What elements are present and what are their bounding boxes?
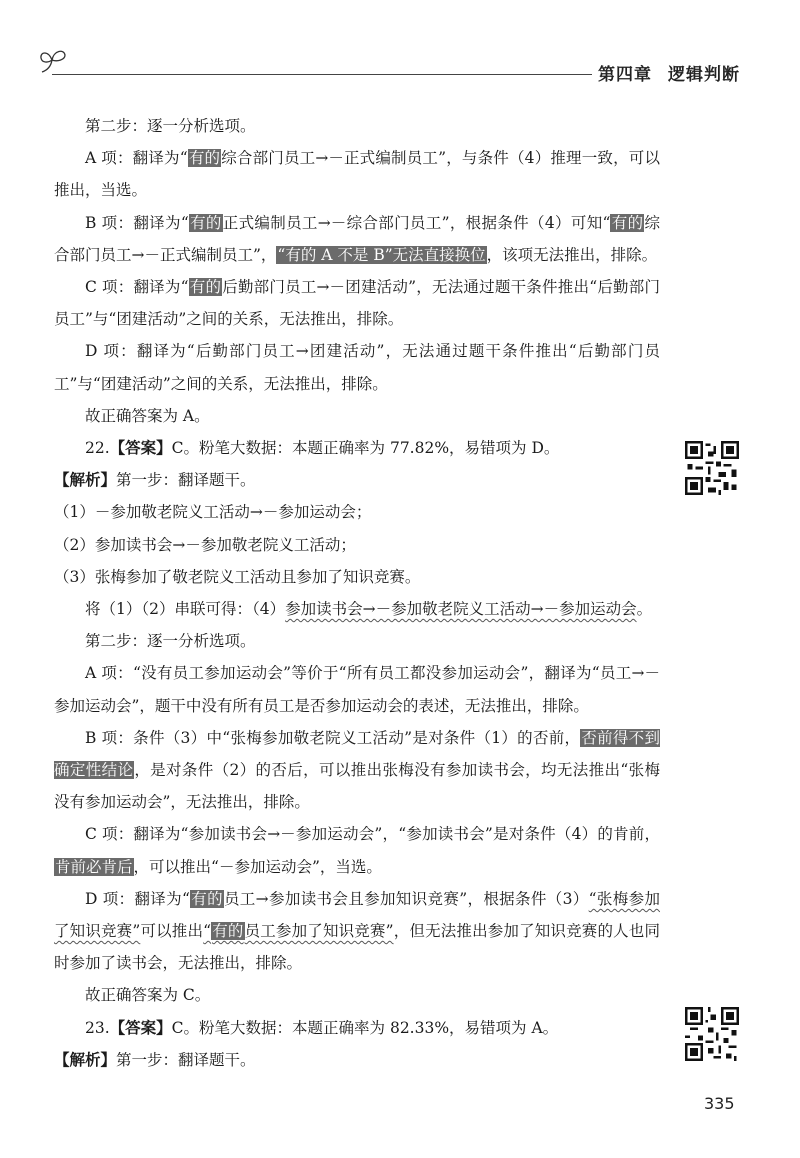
text-run: ，可以推出“－参加运动会”，当选。 xyxy=(133,857,382,876)
text-run: 正式编制员工→－综合部门员工”，根据条件（4）可知“ xyxy=(222,213,611,232)
text-run: 第一步：翻译题干。 xyxy=(116,471,256,490)
answer-label: 【答案】 xyxy=(109,438,172,458)
text-run: B 项：翻译为“ xyxy=(85,213,189,232)
question-23-analysis xyxy=(54,1044,660,1076)
highlight: 肯前必肯后 xyxy=(55,857,133,876)
option-a-paragraph xyxy=(54,142,660,206)
analysis-label: 【解析】 xyxy=(54,470,117,490)
condition-chain xyxy=(54,593,660,625)
answer-label: 【答案】 xyxy=(109,1017,172,1037)
step-heading: 第二步：逐一分析选项。 xyxy=(85,117,256,135)
condition-1: （1）－参加敬老院义工活动→－参加运动会； xyxy=(54,503,372,522)
highlight: 有的 xyxy=(188,149,221,168)
highlight: 有的 xyxy=(190,889,223,908)
page-number: 335 xyxy=(704,1094,735,1113)
text-run: D 项：翻译为“ xyxy=(85,889,190,908)
header-rule xyxy=(52,74,592,75)
wavy-underline: 参加读书会→－参加敬老院义工活动→－参加运动会 xyxy=(285,600,637,619)
page-body xyxy=(54,110,660,1076)
option-c-paragraph xyxy=(54,271,660,335)
option-d-paragraph xyxy=(54,883,660,980)
text-run: 综合部门员工→－正式编制员工”， xyxy=(54,213,660,264)
text-run: 员工→参加读书会且参加知识竞赛”，根据条件（3） xyxy=(223,889,589,908)
text-run: ，但无法推出参加了知识竞赛的人也同时参加了读书会，无法推出，排除。 xyxy=(54,922,660,973)
question-number: 23. xyxy=(85,1018,110,1037)
text-run: C。粉笔大数据：本题正确率为 77.82%，易错项为 D。 xyxy=(171,439,560,458)
answer-statement: 故正确答案为 A。 xyxy=(85,406,210,425)
question-22-answer xyxy=(54,432,660,464)
condition-2: （2）参加读书会→－参加敬老院义工活动； xyxy=(54,535,356,554)
qr-code-icon[interactable] xyxy=(685,1007,739,1061)
highlight: 有的 xyxy=(611,213,644,232)
question-22-analysis xyxy=(54,464,660,496)
wavy-underline: “张梅参加了知识竞赛” xyxy=(54,889,660,941)
option-c-paragraph xyxy=(54,818,660,882)
highlight: 有的 xyxy=(189,213,222,232)
text-run: A 项：翻译为“ xyxy=(85,149,188,168)
answer-statement: 故正确答案为 C。 xyxy=(85,986,211,1005)
text-run: 将（1）（2）串联可得：（4） xyxy=(85,600,286,619)
text-run: “ xyxy=(203,922,212,941)
text-run: 员工参加了知识竞赛” xyxy=(244,922,394,941)
text-run: C 项：翻译为“参加读书会→－参加运动会”，“参加读书会”是对条件（4）的肯前， xyxy=(85,825,660,844)
wavy-underline xyxy=(203,922,393,940)
highlight: “有的 A 不是 B”无法直接换位 xyxy=(277,245,486,264)
qr-code-icon[interactable] xyxy=(685,441,739,495)
option-a-paragraph: A 项：“没有员工参加运动会”等价于“所有员工都没参加运动会”，翻译为“员工→－参加运动会”，题干中没有所有员工是否参加运动会的表述，无法推出，排除。 xyxy=(54,664,660,715)
text-run: 后勤部门员工→－团建活动”，无法通过题干条件推出“后勤部门员工”与“团建活动”之间的关系，无法推出，排除。 xyxy=(54,278,660,329)
question-23-answer xyxy=(54,1012,660,1044)
text-run: 可以推出 xyxy=(140,922,204,941)
highlight: 有的 xyxy=(189,278,222,297)
text-run: 。 xyxy=(636,600,653,619)
option-d-paragraph: D 项：翻译为“后勤部门员工→团建活动”，无法通过题干条件推出“后勤部门员工”与“团建活动”之间的关系，无法推出，排除。 xyxy=(54,342,660,393)
step-heading: 第二步：逐一分析选项。 xyxy=(85,632,256,651)
question-number: 22. xyxy=(85,439,110,458)
chapter-title: 逻辑判断 xyxy=(668,65,740,85)
text-run: B 项：条件（3）中“张梅参加敬老院义工活动”是对条件（1）的否前， xyxy=(85,728,581,747)
text-run: 第一步：翻译题干。 xyxy=(116,1050,256,1069)
analysis-label: 【解析】 xyxy=(54,1049,117,1069)
highlight: 否前得不到确定性结论 xyxy=(54,728,660,780)
condition-3: （3）张梅参加了敬老院义工活动且参加了知识竞赛。 xyxy=(54,567,421,586)
chapter-number: 第四章 xyxy=(598,65,652,85)
text-run: C。粉笔大数据：本题正确率为 82.33%，易错项为 A。 xyxy=(171,1018,559,1037)
text-run: ，该项无法推出，排除。 xyxy=(486,245,658,264)
chapter-heading xyxy=(598,60,740,85)
text-run: ，是对条件（2）的否后，可以推出张梅没有参加读书会，均无法推出“张梅没有参加运动会”，无法推出，排除。 xyxy=(54,761,660,812)
option-b-paragraph xyxy=(54,722,660,819)
option-b-paragraph xyxy=(54,207,660,271)
text-run: C 项：翻译为“ xyxy=(85,278,189,297)
highlight: 有的 xyxy=(212,922,244,941)
text-run: 综合部门员工→－正式编制员工”，与条件（4）推理一致，可以推出，当选。 xyxy=(54,149,660,200)
page-header xyxy=(0,0,800,90)
